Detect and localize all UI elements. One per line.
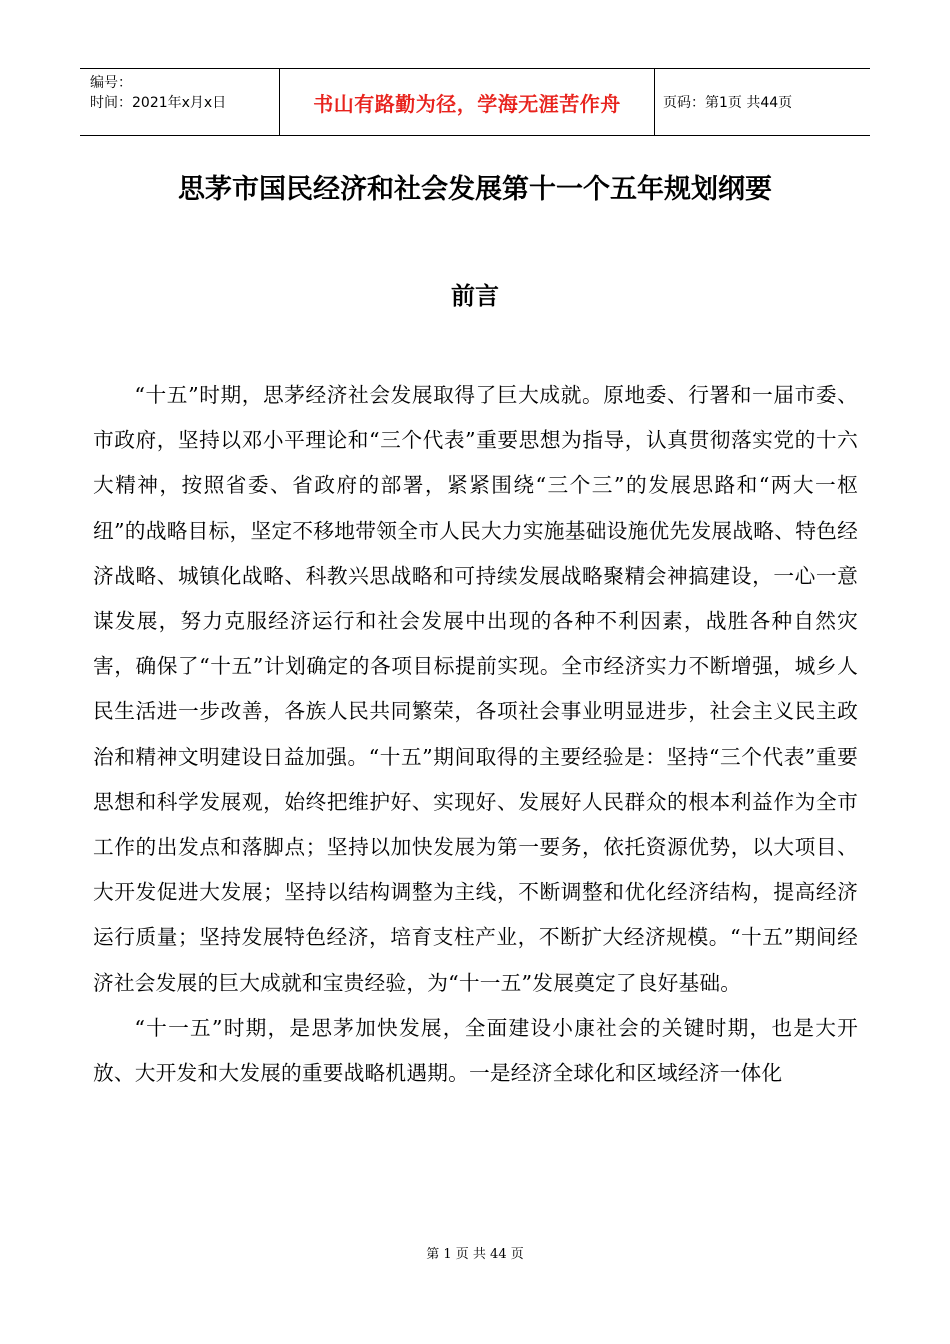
header-meta: [80, 69, 280, 135]
section-title: 前言: [451, 282, 499, 310]
document-title: 思茅市国民经济和社会发展第十一个五年规划纲要: [178, 174, 772, 205]
paragraph: “十一五”时期，是思茅加快发展，全面建设小康社会的关键时期，也是大开放、大开发和大发展的重要战略机遇期。一是经济全球化和区域经济一体化: [93, 1015, 858, 1086]
header-page-code: 页码：第1页 共44页: [663, 95, 793, 111]
header-motto: 书山有路勤为径，学海无涯苦作舟: [280, 69, 655, 135]
serial-number-label: 编号：: [90, 75, 132, 91]
document-body: [93, 373, 858, 1096]
date-label: 时间：2021年x月x日: [90, 95, 227, 111]
paragraph: “十五”时期，思茅经济社会发展取得了巨大成就。原地委、行署和一届市委、市政府，坚持以邓小平理论和“三个代表”重要思想为指导，认真贯彻落实党的十六大精神，按照省委、省政府的部署，紧紧围绕“三个三”的发展思路和“两大一枢纽”的战略目标，坚定不移地带领全市人民大力实施基础设施优先发展战略、特色经济战略、城镇化战略、科教兴思战略和可持续发展战略聚精会神搞建设，一心一意谋发展，努力克服经济运行和社会发展中出现的各种不利因素，战胜各种自然灾害，确保了“十五”计划确定的各项目标提前实现。全市经济实力不断增强，城乡人民生活进一步改善，各族人民共同繁荣，各项社会事业明显进步，社会主义民主政治和精神文明建设日益加强。“十五”期间取得的主要经验是：坚持“三个代表”重要思想和科学发展观，始终把维护好、实现好、发展好人民群众的根本利益作为全市工作的出发点和落脚点；坚持以加快发展为第一要务，依托资源优势，以大项目、大开发促进大发展；坚持以结构调整为主线，不断调整和优化经济结构，提高经济运行质量；坚持发展特色经济，培育支柱产业，不断扩大经济规模。“十五”期间经济社会发展的巨大成就和宝贵经验，为“十一五”发展奠定了良好基础。: [93, 383, 858, 995]
page-footer: 第 1 页 共 44 页: [426, 1247, 524, 1262]
page-header: [80, 68, 870, 136]
